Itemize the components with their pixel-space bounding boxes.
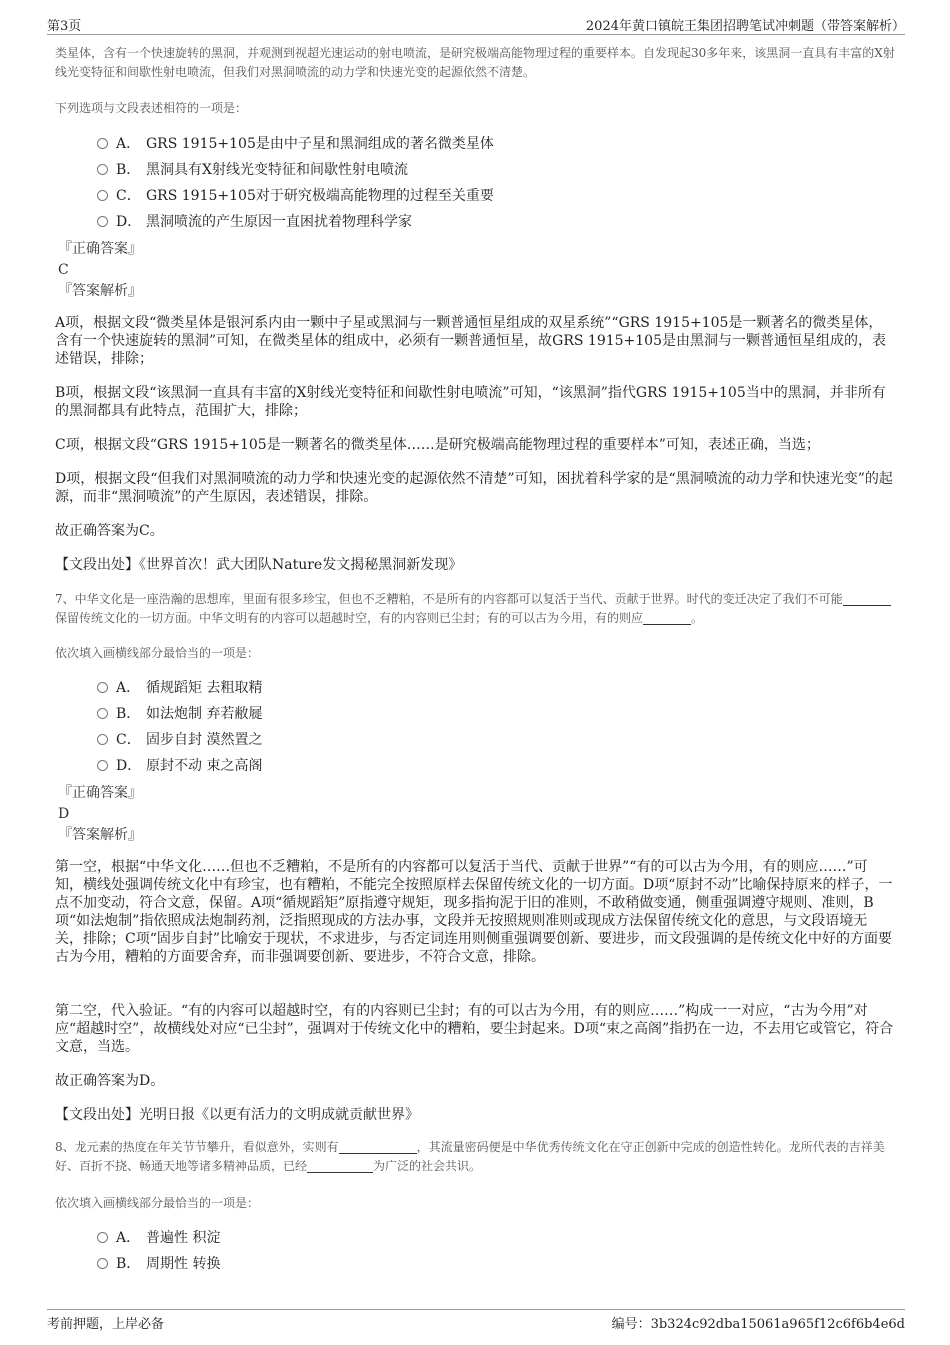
radio-icon[interactable]: [97, 1232, 108, 1243]
q6-conclusion: 故正确答案为C。: [55, 523, 164, 539]
q6-answer: C: [58, 262, 69, 278]
radio-icon[interactable]: [97, 760, 108, 771]
q6-option-c[interactable]: C． GRS 1915+105对于研究极端高能物理的过程至关重要: [97, 186, 494, 206]
q6-analysis-c: C项，根据文段“GRS 1915+105是一颗著名的微类星体……是研究极端高能物理过程的重要样本”可知，表述正确，当选；: [55, 437, 820, 453]
footer-divider: [47, 1309, 905, 1310]
q7-answer-label: 『正确答案』: [58, 785, 142, 801]
page-footer: [47, 1313, 905, 1333]
radio-icon[interactable]: [97, 216, 108, 227]
radio-icon[interactable]: [97, 734, 108, 745]
radio-icon[interactable]: [97, 1258, 108, 1269]
q8-passage: 8、龙元素的热度在年关节节攀升，看似意外，实则有 ，其流量密码便是中华优秀传统文化在守正创新中完成的创造性转化。龙所代表的吉祥美好、百折不挠、畅通天地等诸多精神品质，已经 为广泛的社会共识。: [55, 1140, 885, 1173]
q7-passage: 7、中华文化是一座浩瀚的思想库，里面有很多珍宝，但也不乏糟粕，不是所有的内容都可以复活于当代、贡献于世界。时代的变迁决定了我们不可能保留传统文化的一切方面。中华文明有的内容可以超越时空，有的内容则已尘封；有的可以古为今用，有的则应 。: [55, 590, 895, 628]
radio-icon[interactable]: [97, 682, 108, 693]
q7-option-c[interactable]: C． 固步自封 漠然置之: [97, 730, 262, 750]
q7-analysis-label: 『答案解析』: [58, 827, 142, 843]
q6-analysis-label: 『答案解析』: [58, 283, 142, 299]
radio-icon[interactable]: [97, 190, 108, 201]
document-title: 2024年黄口镇皖王集团招聘笔试冲刺题（带答案解析）: [585, 19, 905, 34]
page-header: [47, 12, 905, 34]
q7-answer: D: [58, 806, 70, 822]
q8-option-a[interactable]: A． 普遍性 积淀: [97, 1228, 220, 1248]
document-code: 编号：3b324c92dba15061a965f12c6f6b4e6d: [611, 1317, 905, 1332]
q7-blank-1: [843, 592, 891, 606]
radio-icon[interactable]: [97, 708, 108, 719]
q7-source: 【文段出处】光明日报《以更有活力的文明成就贡献世界》: [55, 1107, 419, 1123]
q8-blank-1: [339, 1140, 417, 1154]
q7-blank-2: [643, 611, 691, 625]
q7-analysis-blank-1: 第一空，根据“中华文化……但也不乏糟粕，不是所有的内容都可以复活于当代、贡献于世界”“有的可以古为今用，有的则应……”可知，横线处强调传统文化中有珍宝，也有糟粕，不能完全按照原样去保留传统文化的一切方面。D项“原封不动”比喻保持原来的样子，一点不加变动，符合文意，保留。A项“循规蹈矩”原指遵守规矩，现多指拘泥于旧的准则，不敢稍做变通，侧重强调遵守规则、准则，B项“如法炮制”指依照成法炮制药剂，泛指照现成的方法办事，文段并无按照规则准则或现成方法保留传统文化的意思，与文段语境无关，排除；C项“固步自封”比喻安于现状，不求进步，与否定词连用则侧重强调要创新、要进步，而文段强调的是传统文化中好的方面要古为今用，糟粕的方面要舍弃，而非强调要创新、要进步，不符合文意，排除。: [55, 859, 893, 965]
q7-option-d[interactable]: D． 原封不动 束之高阁: [97, 756, 262, 776]
q6-source: 【文段出处】《世界首次！武大团队Nature发文揭秘黑洞新发现》: [55, 557, 463, 573]
page-number: 第3页: [47, 19, 82, 34]
footer-slogan: 考前押题，上岸必备: [47, 1317, 165, 1332]
q6-passage: 类星体，含有一个快速旋转的黑洞，并观测到视超光速运动的射电喷流，是研究极端高能物理过程的重要样本。自发现起30多年来，该黑洞一直具有丰富的X射线光变特征和间歇性射电喷流，但我们对黑洞喷流的动力学和快速光变的起源依然不清楚。: [55, 46, 895, 79]
q8-prompt: 依次填入画横线部分最恰当的一项是：: [55, 1196, 260, 1210]
q7-option-a[interactable]: A． 循规蹈矩 去粗取精: [97, 678, 262, 698]
q8-option-b[interactable]: B． 周期性 转换: [97, 1254, 220, 1274]
q8-blank-2: [307, 1159, 373, 1173]
q6-option-a[interactable]: A． GRS 1915+105是由中子星和黑洞组成的著名微类星体: [97, 134, 494, 154]
q6-option-b[interactable]: B． 黑洞具有X射线光变特征和间歇性射电喷流: [97, 160, 408, 180]
q6-option-d[interactable]: D． 黑洞喷流的产生原因一直困扰着物理科学家: [97, 212, 412, 232]
q7-analysis-blank-2: 第二空，代入验证。“有的内容可以超越时空，有的内容则已尘封；有的可以古为今用，有的则应……”构成一一对应，“古为今用”对应“超越时空”，故横线处对应“已尘封”，强调对于传统文化中的糟粕，要尘封起来。D项“束之高阁”指扔在一边，不去用它或管它，符合文意，当选。: [55, 1003, 894, 1055]
q6-prompt: 下列选项与文段表述相符的一项是：: [55, 101, 248, 115]
q6-answer-label: 『正确答案』: [58, 241, 142, 257]
q7-conclusion: 故正确答案为D。: [55, 1073, 165, 1089]
radio-icon[interactable]: [97, 164, 108, 175]
radio-icon[interactable]: [97, 138, 108, 149]
q6-analysis-b: B项，根据文段“该黑洞一直具有丰富的X射线光变特征和间歇性射电喷流”可知，“该黑洞”指代GRS 1915+105当中的黑洞，并非所有的黑洞都具有此特点，范围扩大，排除；: [55, 385, 886, 419]
q6-analysis-a: A项，根据文段“微类星体是银河系内由一颗中子星或黑洞与一颗普通恒星组成的双星系统”“GRS 1915+105是一颗著名的微类星体，含有一个快速旋转的黑洞”可知，在微类星体的组成中，必须有一颗普通恒星，故GRS 1915+105是由黑洞与一颗普通恒星组成的，表述错误，排除；: [55, 315, 887, 367]
q6-analysis-d: D项，根据文段“但我们对黑洞喷流的动力学和快速光变的起源依然不清楚”可知，困扰着科学家的是“黑洞喷流的动力学和快速光变”的起源，而非“黑洞喷流”的产生原因，表述错误，排除。: [55, 471, 893, 505]
q7-prompt: 依次填入画横线部分最恰当的一项是：: [55, 646, 260, 660]
header-divider: [47, 34, 905, 35]
q7-option-b[interactable]: B． 如法炮制 弃若敝屣: [97, 704, 262, 724]
